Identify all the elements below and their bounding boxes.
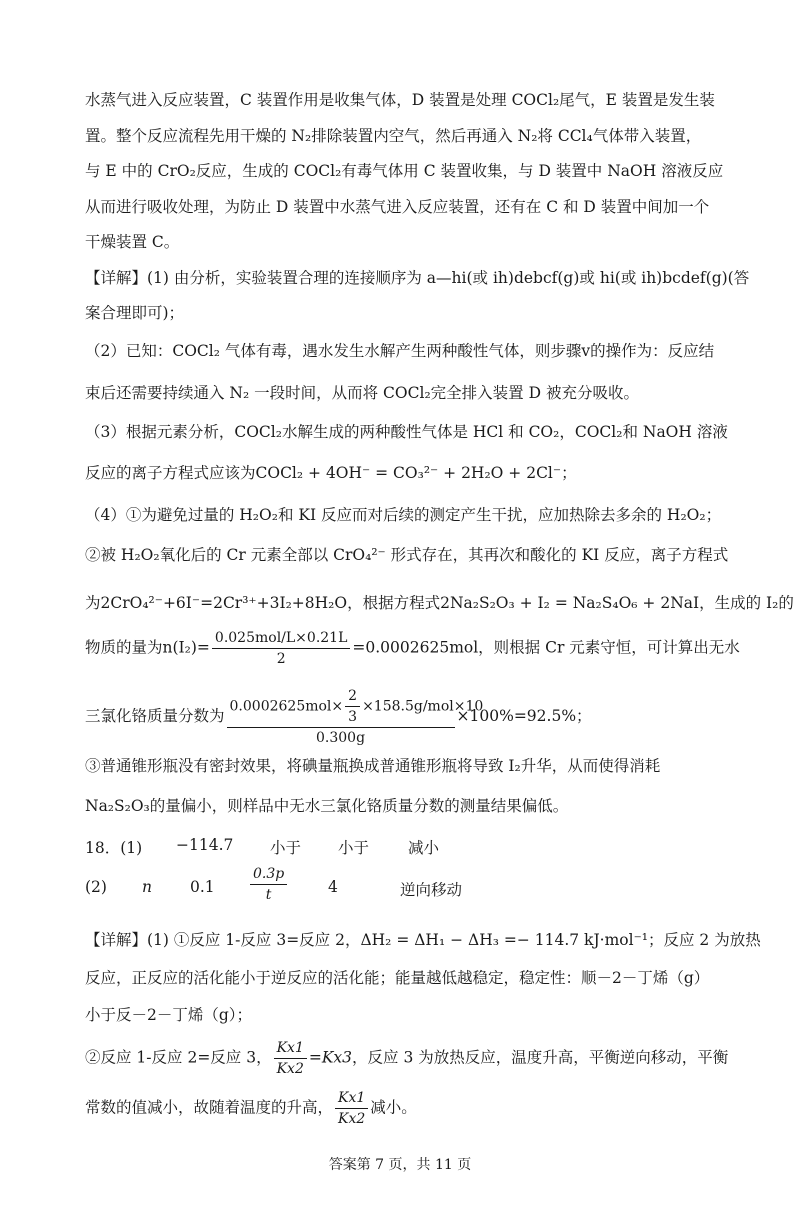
frac-suffix: ×100%=92.5%； (456, 707, 592, 725)
answer-value: 小于 (270, 839, 302, 857)
text-line: ③普通锥形瓶没有密封效果，将碘量瓶换成普通锥形瓶将导致 I₂升华，从而使得消耗 (85, 757, 661, 775)
fraction-numerator: Kx1 (335, 1090, 368, 1109)
fraction-denominator: 0.300g (315, 730, 366, 746)
answer-18-label: 18．(1) (85, 839, 143, 857)
k-prefix: ②反应 1-反应 2=反应 3， (85, 1048, 272, 1067)
text-line: 反应的离子方程式应该为COCl₂ + 4OH⁻ = CO₃²⁻ + 2H₂O + 2Cl⁻； (85, 464, 577, 482)
k-equals: =Kx3 (308, 1048, 353, 1067)
fraction-denominator: Kx2 (276, 1061, 304, 1077)
text-line: 反应，正反应的活化能小于逆反应的活化能；能量越低越稳定，稳定性：顺－2－丁烯（g） (85, 969, 710, 987)
answer-part-label: (2) (85, 878, 107, 896)
text-line: （3）根据元素分析，COCl₂水解生成的两种酸性气体是 HCl 和 CO₂，COCl₂和 NaOH 溶液 (85, 423, 728, 441)
k-suffix: ，反应 3 为放热反应，温度升高，平衡逆向移动，平衡 (352, 1048, 729, 1067)
inner-numerator: 2 (345, 688, 360, 707)
fraction-line (85, 630, 740, 667)
text-line: 为2CrO₄²⁻+6I⁻=2Cr³⁺+3I₂+8H₂O，根据方程式2Na₂S₂O₃ + I₂ = Na₂S₄O₆ + 2NaI，生成的 I₂的 (85, 594, 794, 612)
text-line: （4）①为避免过量的 H₂O₂和 KI 反应而对后续的测定产生干扰，应加热除去多余的 H₂O₂； (85, 506, 722, 524)
answer-value: n (142, 878, 152, 896)
frac-prefix: 物质的量为n(I₂)= (85, 638, 210, 657)
fraction-denominator: 2 (276, 651, 286, 667)
text-line: 与 E 中的 CrO₂反应，生成的 COCl₂有毒气体用 C 装置收集，与 D 装置中 NaOH 溶液反应 (85, 162, 724, 180)
text-line: （2）已知：COCl₂ 气体有毒，遇水发生水解产生两种酸性气体，则步骤ⅴ的操作为：反应结 (85, 342, 715, 360)
k-suffix: 减小。 (370, 1098, 417, 1117)
fraction-numerator (227, 688, 484, 728)
fraction-numerator: 0.025mol/L×0.21L (212, 630, 350, 649)
answer-value: 减小 (408, 839, 440, 857)
fraction (227, 688, 484, 746)
text-line: 干燥装置 C。 (85, 233, 180, 251)
answer-value: 逆向移动 (400, 881, 463, 899)
text-line: ②被 H₂O₂氧化后的 Cr 元素全部以 CrO₄²⁻ 形式存在，其再次和酸化的 KI 反应，离子方程式 (85, 546, 729, 564)
answer-value: −114.7 (176, 836, 234, 854)
fraction-line (85, 688, 592, 746)
inner-fraction (345, 688, 360, 725)
k-prefix: 常数的值减小，故随着温度的升高， (85, 1098, 334, 1117)
fraction-denominator: Kx2 (338, 1111, 366, 1127)
fraction (335, 1090, 368, 1127)
fraction (274, 1040, 307, 1077)
answer-value: 小于 (338, 839, 370, 857)
text-line: 置。整个反应流程先用干燥的 N₂排除装置内空气，然后再通入 N₂将 CCl₄气体带入装置， (85, 127, 702, 145)
text-line: Na₂S₂O₃的量偏小，则样品中无水三氯化铬质量分数的测量结果偏低。 (85, 797, 569, 815)
answer-value: 4 (328, 878, 338, 896)
answer-fraction (248, 866, 289, 903)
text-line: 水蒸气进入反应装置，C 装置作用是收集气体，D 装置是处理 COCl₂尾气，E 装置是发生装 (85, 91, 715, 109)
k-ratio-line (85, 1040, 728, 1077)
text-line: 案合理即可)； (85, 304, 185, 322)
fraction (212, 630, 350, 667)
text-line: 从而进行吸收处理，为防止 D 装置中水蒸气进入反应装置，还有在 C 和 D 装置中间加一个 (85, 198, 710, 216)
fraction (250, 866, 287, 903)
text-line: 【详解】(1) ①反应 1-反应 3=反应 2，ΔH₂ = ΔH₁ − ΔH₃ =− 114.7 kJ·mol⁻¹；反应 2 为放热 (85, 931, 761, 949)
inner-denominator: 3 (348, 709, 358, 725)
page-footer: 答案第 7 页，共 11 页 (328, 1157, 472, 1173)
fraction-denominator: t (265, 887, 272, 903)
numerator-part: 0.0002625mol× (229, 698, 344, 715)
text-line: 束后还需要持续通入 N₂ 一段时间，从而将 COCl₂完全排入装置 D 被充分吸收。 (85, 384, 639, 402)
text-line: 【详解】(1) 由分析，实验装置合理的连接顺序为 a—hi(或 ih)debcf(g)或 hi(或 ih)bcdef(g)(答 (85, 269, 750, 287)
frac-suffix: =0.0002625mol，则根据 Cr 元素守恒，可计算出无水 (352, 638, 740, 657)
numerator-part: ×158.5g/mol×10 (362, 698, 484, 715)
fraction-numerator: Kx1 (274, 1040, 307, 1059)
text-line: 小于反－2－丁烯（g）； (85, 1006, 253, 1024)
answer-value: 0.1 (190, 878, 215, 896)
frac-prefix: 三氯化铬质量分数为 (85, 707, 225, 725)
fraction-numerator: 0.3p (250, 866, 287, 885)
k-ratio-line (85, 1090, 417, 1127)
